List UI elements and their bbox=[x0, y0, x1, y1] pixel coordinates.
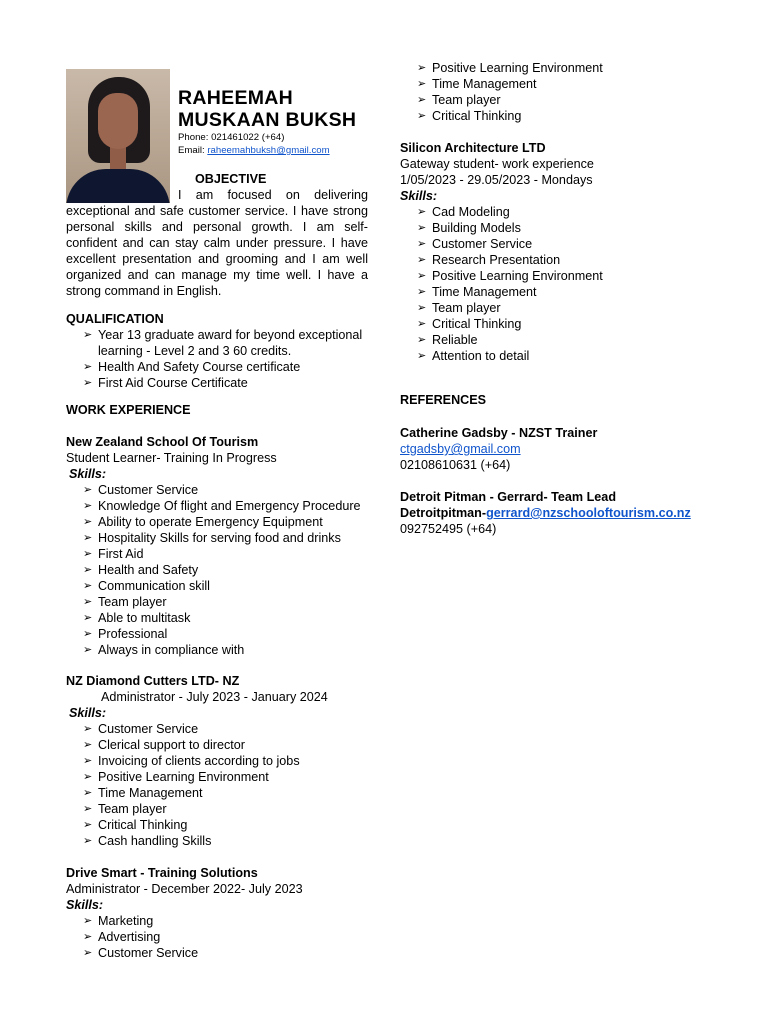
job-org-diamond: NZ Diamond Cutters LTD- NZ bbox=[66, 674, 240, 688]
reference-name: Catherine Gadsby - NZST Trainer bbox=[400, 426, 598, 440]
job-org-drivesmart: Drive Smart - Training Solutions bbox=[66, 866, 258, 880]
list-item: ➢ Positive Learning Environment bbox=[83, 769, 370, 785]
left-column bbox=[66, 311, 370, 961]
candidate-name bbox=[178, 87, 356, 131]
list-item: ➢ Team player bbox=[417, 92, 720, 108]
list-item: ➢ Professional bbox=[83, 626, 370, 642]
list-item: ➢ Marketing bbox=[83, 913, 370, 929]
list-item: ➢ Cash handling Skills bbox=[83, 833, 370, 849]
list-item: ➢ Invoicing of clients according to jobs bbox=[83, 753, 370, 769]
list-item: ➢ Customer Service bbox=[417, 236, 720, 252]
list-item: ➢ Advertising bbox=[83, 929, 370, 945]
phone-text: Phone: 021461022 (+64) bbox=[178, 132, 285, 143]
list-item: ➢ Customer Service bbox=[83, 945, 370, 961]
skills-label: Skills: bbox=[69, 467, 107, 481]
list-item: ➢ First Aid Course Certificate bbox=[83, 375, 370, 391]
reference-email-prefix: Detroitpitman- bbox=[400, 506, 487, 520]
job-role-diamond: Administrator - July 2023 - January 2024 bbox=[101, 690, 328, 704]
reference-phone: 092752495 (+64) bbox=[400, 522, 497, 536]
list-item: ➢ Time Management bbox=[417, 76, 720, 92]
list-item: ➢ Research Presentation bbox=[417, 252, 720, 268]
skills-label: Skills: bbox=[400, 189, 438, 203]
list-item: ➢ Knowledge Of flight and Emergency Procedure bbox=[83, 498, 370, 514]
list-item: ➢ Clerical support to director bbox=[83, 737, 370, 753]
job-role-drivesmart: Administrator - December 2022- July 2023 bbox=[66, 882, 303, 896]
list-item: ➢ Health And Safety Course certificate bbox=[83, 359, 370, 375]
list-item: ➢ Time Management bbox=[83, 785, 370, 801]
list-item: ➢ Hospitality Skills for serving food and drinks bbox=[83, 530, 370, 546]
reference-email-line bbox=[400, 505, 720, 521]
reference-email-line bbox=[400, 441, 720, 457]
list-item: ➢ First Aid bbox=[83, 546, 370, 562]
reference-email-link[interactable]: ctgadsby@gmail.com bbox=[400, 442, 521, 456]
list-item: ➢ Reliable bbox=[417, 332, 720, 348]
list-item: ➢ Year 13 graduate award for beyond exceptional learning - Level 2 and 3 60 credits. bbox=[83, 327, 370, 359]
list-item: ➢ Critical Thinking bbox=[417, 316, 720, 332]
email-link[interactable]: raheemahbuksh@gmail.com bbox=[207, 145, 330, 156]
list-item: ➢ Team player bbox=[417, 300, 720, 316]
objective-heading: OBJECTIVE bbox=[195, 172, 267, 186]
list-item: ➢ Team player bbox=[83, 801, 370, 817]
list-item: ➢ Attention to detail bbox=[417, 348, 720, 364]
list-item: ➢ Customer Service bbox=[83, 721, 370, 737]
list-item: ➢ Health and Safety bbox=[83, 562, 370, 578]
work-experience-heading: WORK EXPERIENCE bbox=[66, 403, 191, 417]
job-org-nzst: New Zealand School Of Tourism bbox=[66, 435, 259, 449]
objective-body: I am focused on delivering exceptional and safe customer service. I have strong personal skills and personal growth. I am self-confident and can stay calm under pressure. I have excellent presentation and grooming and I am well organized and can manage my time well. I have a strong command in English. bbox=[66, 188, 368, 298]
list-item: ➢ Positive Learning Environment bbox=[417, 268, 720, 284]
name-line-2: MUSKAAN BUKSH bbox=[178, 109, 357, 131]
skills-label: Skills: bbox=[69, 706, 107, 720]
job-role-nzst: Student Learner- Training In Progress bbox=[66, 451, 277, 465]
list-item: ➢ Critical Thinking bbox=[417, 108, 720, 124]
skills-list-drivesmart-cont bbox=[400, 60, 720, 124]
qualification-heading: QUALIFICATION bbox=[66, 312, 164, 326]
list-item: ➢ Communication skill bbox=[83, 578, 370, 594]
list-item: ➢ Time Management bbox=[417, 284, 720, 300]
profile-photo bbox=[66, 69, 170, 203]
list-item: ➢ Building Models bbox=[417, 220, 720, 236]
list-item: ➢ Always in compliance with bbox=[83, 642, 370, 658]
list-item: ➢ Customer Service bbox=[83, 482, 370, 498]
qualification-list bbox=[66, 327, 370, 391]
list-item: ➢ Team player bbox=[83, 594, 370, 610]
contact-block bbox=[178, 131, 330, 157]
objective-text bbox=[66, 187, 368, 299]
skills-list-silicon bbox=[400, 204, 720, 364]
skills-list-nzst bbox=[66, 482, 370, 658]
job-role-silicon: Gateway student- work experience bbox=[400, 157, 594, 171]
list-item: ➢ Ability to operate Emergency Equipment bbox=[83, 514, 370, 530]
list-item: ➢ Positive Learning Environment bbox=[417, 60, 720, 76]
name-line-1: RAHEEMAH bbox=[178, 87, 294, 109]
skills-list-drivesmart bbox=[66, 913, 370, 961]
list-item: ➢ Able to multitask bbox=[83, 610, 370, 626]
job-dates-silicon: 1/05/2023 - 29.05/2023 - Mondays bbox=[400, 173, 593, 187]
skills-list-diamond bbox=[66, 721, 370, 849]
email-label: Email: bbox=[178, 145, 208, 156]
list-item: ➢ Critical Thinking bbox=[83, 817, 370, 833]
reference-phone: 02108610631 (+64) bbox=[400, 458, 511, 472]
references-heading: REFERENCES bbox=[400, 393, 487, 407]
list-item: ➢ Cad Modeling bbox=[417, 204, 720, 220]
email-line bbox=[178, 144, 330, 157]
job-org-silicon: Silicon Architecture LTD bbox=[400, 141, 546, 155]
reference-email-link[interactable]: gerrard@nzschooloftourism.co.nz bbox=[486, 506, 691, 520]
skills-label: Skills: bbox=[66, 898, 104, 912]
photo-face bbox=[98, 93, 138, 149]
reference-name: Detroit Pitman - Gerrard- Team Lead bbox=[400, 490, 617, 504]
right-column bbox=[400, 60, 720, 537]
